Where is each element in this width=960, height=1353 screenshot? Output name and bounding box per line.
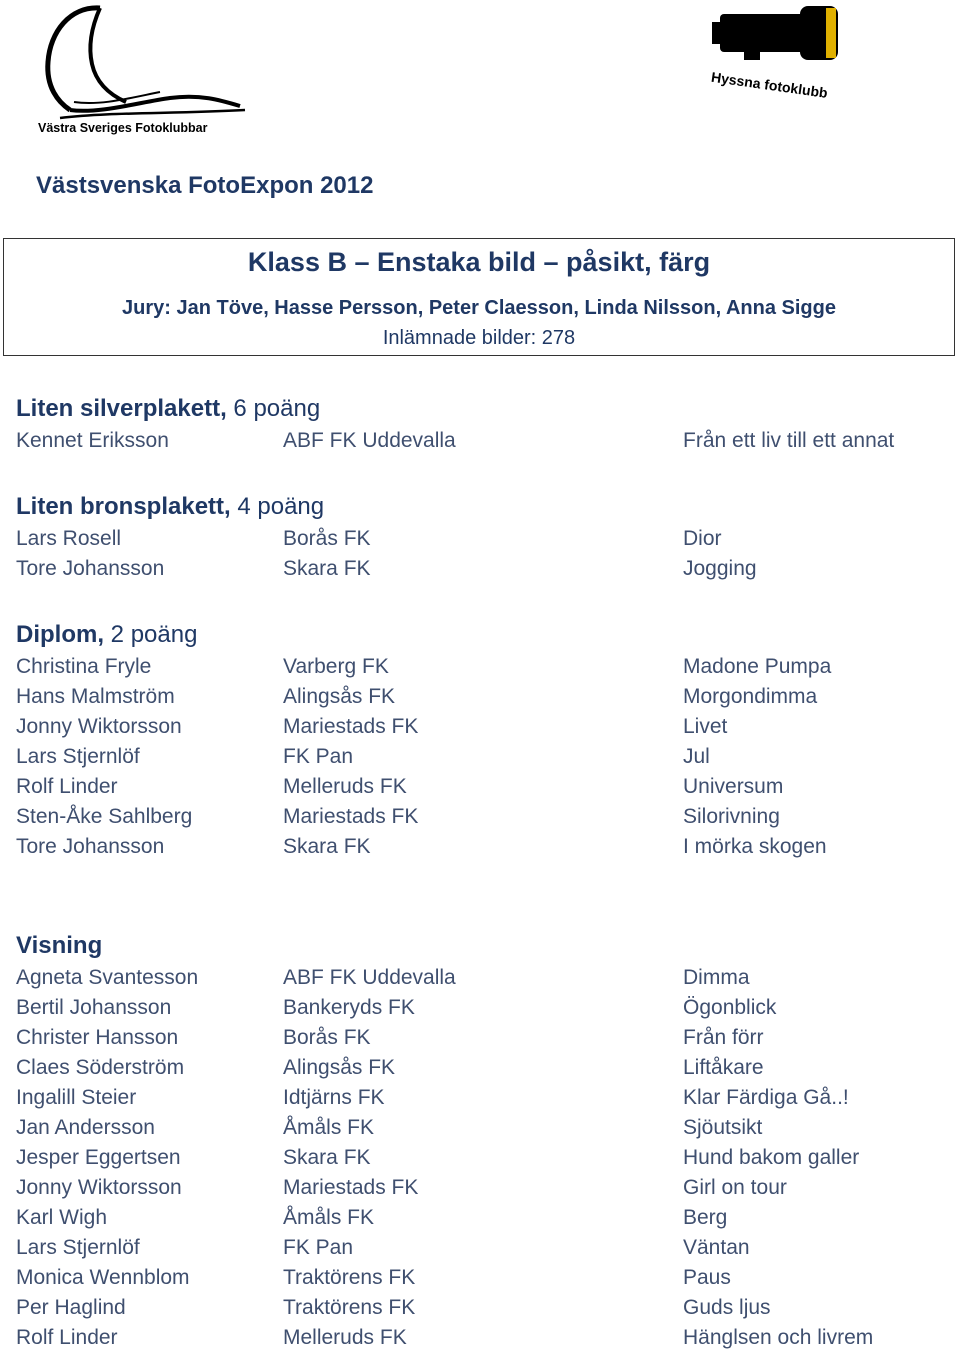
club-name: ABF FK Uddevalla [283,429,456,452]
award-points: 2 poäng [110,621,198,648]
entry-row [16,1263,946,1293]
photo-title: Ögonblick [683,996,777,1019]
club-name: Melleruds FK [283,775,407,798]
photo-title: Livet [683,715,728,738]
jury-line: Jury: Jan Töve, Hasse Persson, Peter Claesson, Linda Nilsson, Anna Sigge [122,297,836,319]
photo-title: Guds ljus [683,1296,771,1319]
entry-row [16,1113,946,1143]
photographer-name: Jesper Eggertsen [16,1146,181,1169]
photo-title: Dimma [683,966,750,989]
award-points: 4 poäng [237,493,325,520]
photographer-name: Lars Rosell [16,527,122,550]
photographer-name: Christer Hansson [16,1026,179,1049]
entry-row [16,832,946,862]
class-info-box [3,238,955,356]
photographer-name: Agneta Svantesson [16,966,199,989]
club-name: Traktörens FK [283,1296,416,1319]
club-name: Varberg FK [283,655,389,678]
photographer-name: Rolf Linder [16,775,118,798]
photographer-name: Christina Fryle [16,655,152,678]
entry-row [16,1293,946,1323]
entry-row [16,963,946,993]
photo-title: Jogging [683,557,757,580]
section-heading [16,392,946,426]
entry-row [16,993,946,1023]
section-diplom [16,618,946,862]
photographer-name: Claes Söderström [16,1056,185,1079]
club-name: Skara FK [283,1146,371,1169]
submitted-count: Inlämnade bilder: 278 [382,327,576,349]
photo-title: Berg [683,1206,728,1229]
entry-row [16,554,946,584]
club-name: Skara FK [283,557,371,580]
club-name: Idtjärns FK [283,1086,385,1109]
photographer-name: Ingalill Steier [16,1086,137,1109]
photo-title: Hänglsen och livrem [683,1326,874,1349]
photo-title: Dior [683,527,722,550]
photo-title: Hund bakom galler [683,1146,860,1169]
club-name: Åmåls FK [283,1206,375,1229]
award-name: Liten bronsplakett, [16,493,231,520]
club-name: ABF FK Uddevalla [283,966,456,989]
photo-title: Universum [683,775,784,798]
club-name: Borås FK [283,1026,371,1049]
section-heading [16,929,946,963]
award-points: 6 poäng [233,395,321,422]
photo-title: Paus [683,1266,731,1289]
photographer-name: Karl Wigh [16,1206,108,1229]
club-name: Bankeryds FK [283,996,415,1019]
photo-title: I mörka skogen [683,835,827,858]
photographer-name: Tore Johansson [16,557,165,580]
section-heading [16,618,946,652]
photographer-name: Hans Malmström [16,685,175,708]
photographer-name: Lars Stjernlöf [16,745,140,768]
photographer-name: Sten-Åke Sahlberg [16,805,193,828]
club-name: FK Pan [283,1236,354,1259]
photo-title: Väntan [683,1236,750,1259]
section-visning [16,929,946,1353]
club-name: Alingsås FK [283,685,396,708]
photographer-name: Rolf Linder [16,1326,118,1349]
entry-row [16,772,946,802]
entry-row [16,426,946,456]
entry-row [16,742,946,772]
photo-title: Girl on tour [683,1176,787,1199]
class-title: Klass B – Enstaka bild – påsikt, färg [247,247,711,277]
section-heading [16,490,946,524]
photographer-name: Tore Johansson [16,835,165,858]
expo-title: Västsvenska FotoExpon 2012 [36,172,374,199]
entry-row [16,1323,946,1353]
section-silverplakett [16,392,946,456]
award-name: Diplom, [16,621,104,648]
photo-title: Morgondimma [683,685,818,708]
hyssna-fotoklubb-logo [700,2,850,114]
club-name: Mariestads FK [283,715,419,738]
photo-title: Sjöutsikt [683,1116,763,1139]
club-name: Skara FK [283,835,371,858]
entry-row [16,712,946,742]
club-name: Mariestads FK [283,1176,419,1199]
photographer-name: Per Haglind [16,1296,126,1319]
entry-row [16,1053,946,1083]
club-name: FK Pan [283,745,354,768]
photographer-name: Jonny Wiktorsson [16,715,182,738]
photographer-name: Jonny Wiktorsson [16,1176,182,1199]
photo-title: Silorivning [683,805,780,828]
photographer-name: Lars Stjernlöf [16,1236,140,1259]
award-name: Liten silverplakett, [16,395,227,422]
photo-title: Jul [683,745,710,768]
club-name: Alingsås FK [283,1056,396,1079]
entry-row [16,524,946,554]
club-name: Åmåls FK [283,1116,375,1139]
section-bronsplakett [16,490,946,584]
photographer-name: Kennet Eriksson [16,429,169,452]
club-name: Melleruds FK [283,1326,407,1349]
entry-row [16,802,946,832]
photographer-name: Monica Wennblom [16,1266,190,1289]
entry-row [16,1203,946,1233]
award-name: Visning [16,932,103,959]
entry-row [16,652,946,682]
photo-title: Liftåkare [683,1056,764,1079]
entry-row [16,682,946,712]
svg-text:Västra Sveriges Fotoklubbar: Västra Sveriges Fotoklubbar [38,121,208,135]
club-name: Borås FK [283,527,371,550]
photo-title: Från förr [683,1026,764,1049]
photographer-name: Bertil Johansson [16,996,172,1019]
svg-text:Hyssna fotoklubb: Hyssna fotoklubb [710,68,829,101]
entry-row [16,1233,946,1263]
entry-row [16,1173,946,1203]
entry-row [16,1143,946,1173]
photographer-name: Jan Andersson [16,1116,155,1139]
club-name: Traktörens FK [283,1266,416,1289]
photo-title: Från ett liv till ett annat [683,429,895,452]
club-name: Mariestads FK [283,805,419,828]
photo-title: Klar Färdiga Gå..! [683,1086,849,1109]
entry-row [16,1083,946,1113]
photo-title: Madone Pumpa [683,655,832,678]
entry-row [16,1023,946,1053]
vastra-sveriges-fotoklubbar-logo [30,2,255,136]
